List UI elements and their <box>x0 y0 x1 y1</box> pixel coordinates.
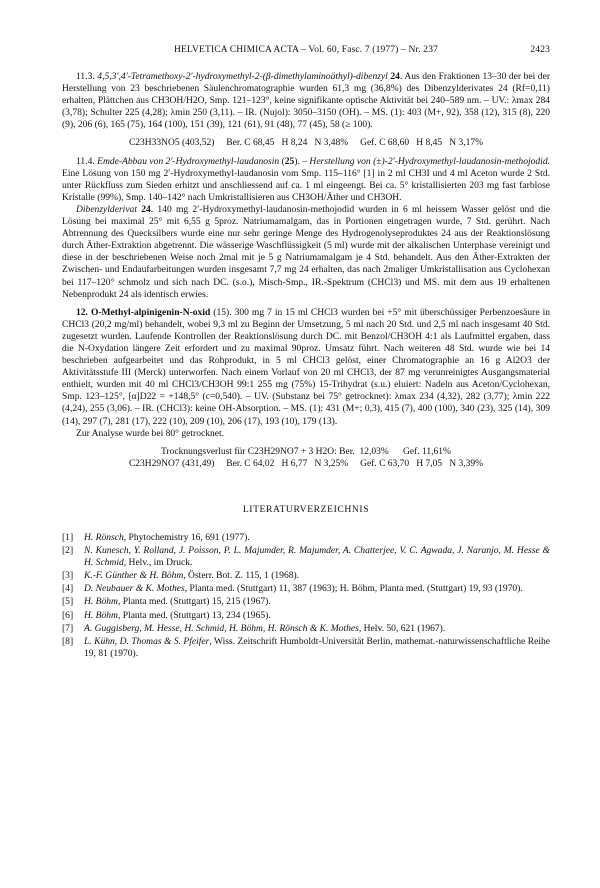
reference-item <box>62 532 550 544</box>
reference-authors: K.-F. Günther & H. Böhm <box>84 570 184 582</box>
section-number: 11.4. <box>76 155 95 167</box>
reference-item <box>62 570 550 582</box>
section-title: 4,5,3′,4′-Tetramethoxy-2′-hydroxymethyl-2-(β-dimethylaminoäthyl)-dibenzyl <box>97 71 388 82</box>
reference-authors: A. Guggisberg, M. Hesse, H. Schmid, H. Böhm, H. Rönsch & K. Mothes <box>84 622 359 634</box>
elemental-analysis: C23H29NO7 (431,49) Ber. C 64,02 H 6,77 N 3,25% Gef. C 63,70 H 7,05 N 3,39% <box>128 458 484 469</box>
reference-number: [8] <box>62 635 74 647</box>
elemental-analysis: C23H33NO5 (403,52) Ber. C 68,45 H 8,24 N 3,48% Gef. C 68,60 H 8,45 N 3,17% <box>128 138 484 149</box>
references-heading: LITERATURVERZEICHNIS <box>242 503 370 515</box>
compound-number: (15) <box>213 306 230 318</box>
section-11-4: 11.4. Emde-Abbau von 2′-Hydroxymethyl-laudanosin (25). – Herstellung von (±)-2′-Hydroxymethyl-laudanosin-methojodid. Eine Lösung von 150 mg 2′-Hydroxymethyl-laudanosin vom Smp. 115–116° [1] in 2 ml CH3I und 4 ml Aceton wurde 2 Std. unter Rückfluss zum Sieden erhitzt und anschliessend auf ca. 1 ml eingeengt. Bei ca. 5° kristallisierten 203 mg fast farblose Kristalle (99%), Smp. 140–142° nach Umkristallisieren aus CH3OH/Äther und CH3OH. <box>62 155 550 203</box>
reference-item <box>62 610 550 622</box>
reference-source: , Wiss. Zeitschrift Humboldt-Universität Berlin, mathemat.-naturwissenschaftliche Reihe 19, 81 (1970). <box>84 635 550 659</box>
reference-authors: H. Böhm <box>84 609 118 621</box>
compound-number: 24 <box>390 71 400 82</box>
section-body: . Aus den Fraktionen 13–30 der bei der Herstellung von 23 beschriebenen Säulenchromatographie wurden 61,3 mg (36,8%) des Dibenzylderivates 24 (Rf=0,11) erhalten, Plättchen aus CH3OH/H2O, Smp. 121–123°, keine signifikante optische Aktivität bei 240–589 nm. – UV.: λmax 284 (3,78); Schulter 225 (4,28); λmin 250 (3,11). – IR. (Nujol): 3050–3150 (OH). – MS. (1): 403 (M+, 92), 358 (12), 315 (8), 220 (9), 206 (6), 165 (75), 164 (100), 151 (39), 121 (61), 91 (48), 77 (45), 58 (≥ 100). <box>62 71 551 131</box>
drying-loss: Trocknungsverlust für C23H29NO7 + 3 H2O: Ber. 12,03% Gef. 11,61% <box>161 446 451 457</box>
reference-authors: D. Neubauer & K. Mothes <box>84 583 185 595</box>
reference-item <box>62 583 550 595</box>
reference-number: [7] <box>62 622 74 634</box>
paragraph-body: . 140 mg 2′-Hydroxymethyl-laudanosin-methojodid wurden in 6 ml heissem Wasser gelöst und die Lösung bei maximal 25° mit 6,55 g 5proz. Natriumamalgam, das in Portionen eingetragen wurde, 7 Std. gerührt. Nach Abtrennung des Quecksilbers wurde eine nur sehr geringe Menge des Hydrogenolyseproduktes 24 aus der Reaktionslösung durch Äther-Extraktion abgetrennt. Die wässerige Waschflüssigkeit (5 ml) wurde mit der alkalischen Unterphase vereinigt und diese in der beschriebenen Weise noch 2mal mit je 5 g Natriumamalgam je 4 Std. behandelt. Aus den Äther-Extrakten der Zwischen- und Endaufarbeitungen wurden insgesamt 7,7 mg 24 erhalten, das nach 2maliger Umkristallisation aus Cyclohexan bei 117–120° schmolz und sich nach DC. (s.o.), Misch-Smp., IR.-Spektrum (CHCl3) und MS. mit dem aus 19 erhaltenen Nebenprodukt 24 als identisch erwies. <box>62 203 550 300</box>
reference-number: [3] <box>62 570 74 582</box>
reference-list <box>62 532 550 660</box>
reference-number: [5] <box>62 596 74 608</box>
analysis-note: Zur Analyse wurde bei 80° getrocknet. <box>76 427 225 439</box>
reference-authors: N. Kunesch, Y. Rolland, J. Poisson, P. L. Majumder, R. Majumder, A. Chatterjee, V. C. Agwada, J. Naranjo, M. Hesse & H. Schmid <box>84 545 550 569</box>
reference-number: [1] <box>62 532 74 543</box>
reference-source: , Planta med. (Stuttgart) 15, 215 (1967). <box>117 596 271 608</box>
section-number: 11.3. <box>76 71 95 82</box>
paragraph-dibenzylderivat <box>62 204 550 301</box>
reference-source: , Österr. Bot. Z. 115, 1 (1968). <box>183 570 300 582</box>
running-header <box>62 44 550 58</box>
reference-source: , Planta med. (Stuttgart) 13, 234 (1965). <box>117 609 271 621</box>
reference-source: , Helv., im Druck. <box>123 557 193 569</box>
journal-title: HELVETICA CHIMICA ACTA – Vol. 60, Fasc. 7 (1977) – Nr. 237 <box>173 45 438 55</box>
section-11-3 <box>62 71 550 131</box>
reference-number: [6] <box>62 609 74 621</box>
section-body: Eine Lösung von 150 mg 2′-Hydroxymethyl-laudanosin vom Smp. 115–116° [1] in 2 ml CH3I und 4 ml Aceton wurde 2 Std. unter Rückfluss zum Sieden erhitzt und anschliessend auf ca. 1 ml eingeengt. Bei ca. 5° kristallisierten 203 mg fast farblose Kristalle (99%), Smp. 140–142° nach Umkristallisieren aus CH3OH/Äther und CH3OH. <box>62 167 550 203</box>
reference-source: , Planta med. (Stuttgart) 11, 387 (1963); H. Böhm, Planta med. (Stuttgart) 19, 93 (1970). <box>184 583 523 595</box>
section-12 <box>62 307 550 428</box>
section-title: O-Methyl-alpinigenin-N-oxid <box>90 306 211 318</box>
reference-item <box>62 545 550 569</box>
compound-number: 24 <box>141 203 151 215</box>
compound-number: 25 <box>284 155 295 167</box>
paragraph-label: Dibenzylderivat <box>76 203 137 215</box>
reference-source: , Phytochemistry 16, 691 (1977). <box>123 532 250 543</box>
section-subtitle: Herstellung von (±)-2′-Hydroxymethyl-laudanosin-methojodid. <box>309 155 550 167</box>
reference-item <box>62 623 550 635</box>
section-body: . 300 mg 7 in 15 ml CHCl3 wurden bei +5° mit überschüssiger Perbenzoesäure in CHCl3 (20,2 mg/ml) behandelt, wobei 9,3 ml zu Beginn der Umsetzung, 5 ml nach 20 Std. und 2,5 ml nach insgesamt 40 Std. zugesetzt wurden. Laufende Kontrollen der Reaktionslösung durch DC. mit Benzol/CH3OH 4:1 als Laufmittel ergaben, dass die N-Oxydation längere Zeit erfordert und zu maximal 90proz. Umsatz führt. Nach weiteren 48 Std. wurde wie bei 14 beschrieben aufgearbeitet und das Rohprodukt, in 5 ml CHCl3 gelöst, einer Chromatographie an 16 g Al2O3 der Aktivitätsstufe III (Merck) unterworfen. Nach einem Vorlauf von 20 ml CHCl3, der 87 mg verunreinigtes Ausgangsmaterial enthielt, wurden mit 40 ml CHCl3/CH3OH 99:1 255 mg (75%) 15-Trihydrat (s.u.) eluiert: Nadeln aus Aceton/Cyclohexan, Smp. 123–125°, [α]D22 = +148,5° (c=0,540). – UV. (Substanz bei 75° getrocknet): λmax 234 (4,32), 282 (3,77); λmin 222 (4,24), 255 (3,06). – IR. (CHCl3): keine OH-Absorption. – MS. (1): 431 (M+; 0,3), 415 (7), 400 (100), 340 (23), 325 (14), 309 (14), 297 (7), 281 (17), 222 (10), 209 (10), 206 (17), 193 (10), 179 (13). <box>62 306 550 427</box>
reference-authors: L. Kühn, D. Thomas & S. Pfeifer <box>84 635 210 647</box>
reference-authors: H. Rönsch <box>84 532 124 543</box>
reference-item <box>62 596 550 608</box>
section-title: Emde-Abbau von 2′-Hydroxymethyl-laudanosin <box>97 155 280 167</box>
reference-number: [4] <box>62 583 74 595</box>
reference-number: [2] <box>62 545 74 557</box>
section-number: 12. <box>76 306 88 318</box>
reference-source: , Helv. 50, 621 (1967). <box>358 622 446 634</box>
reference-authors: H. Böhm <box>84 596 118 608</box>
page-number: 2423 <box>530 45 550 55</box>
reference-item <box>62 636 550 660</box>
